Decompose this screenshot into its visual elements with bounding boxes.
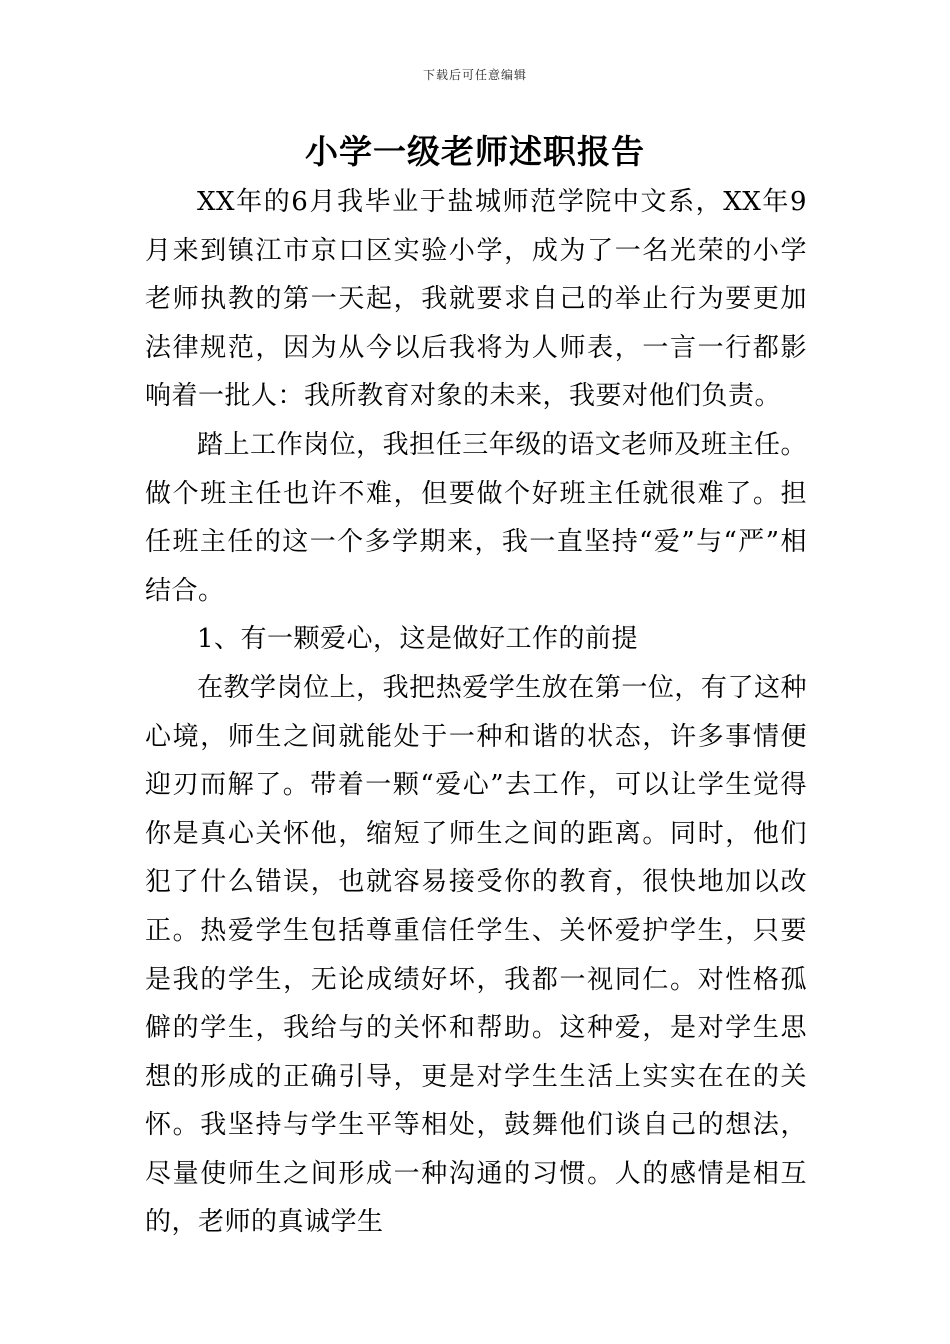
section-heading-love: 1、有一颗爱心，这是做好工作的前提 (197, 624, 639, 655)
paragraph-work-position: 踏上工作岗位，我担任三年级的语文老师及班主任。做个班主任也许不难，但要做个好班主任就很难了。担任班主任的这一个多学期来，我一直坚持“爱”与“严”相结合。 (145, 429, 807, 606)
document-body (145, 178, 807, 1247)
paragraph-teaching: 在教学岗位上，我把热爱学生放在第一位，有了这种心境，师生之间就能处于一种和谐的状态，许多事情便迎刃而解了。带着一颗“爱心”去工作，可以让学生觉得你是真心关怀他，缩短了师生之间的距离。同时，他们犯了什么错误，也就容易接受你的教育，很快地加以改正。热爱学生包括尊重信任学生、关怀爱护学生，只要是我的学生，无论成绩好坏，我都一视同仁。对性格孤僻的学生，我给与的关怀和帮助。这种爱，是对学生思想的形成的正确引导，更是对学生生活上实实在在的关怀。我坚持与学生平等相处，鼓舞他们谈自己的想法，尽量使师生之间形成一种沟通的习惯。人的感情是相互的，老师的真诚学生 (145, 672, 807, 1238)
header-note: 下载后可任意编辑 (422, 68, 527, 82)
paragraph-intro: XX年的6月我毕业于盐城师范学院中文系，XX年9月来到镇江市京口区实验小学，成为了一名光荣的小学老师执教的第一天起，我就要求自己的举止行为要更加法律规范，因为从今以后我将为人师表，一言一行都影响着一批人：我所教育对象的未来，我要对他们负责。 (145, 187, 807, 412)
document-title: 小学一级老师述职报告 (305, 132, 645, 171)
